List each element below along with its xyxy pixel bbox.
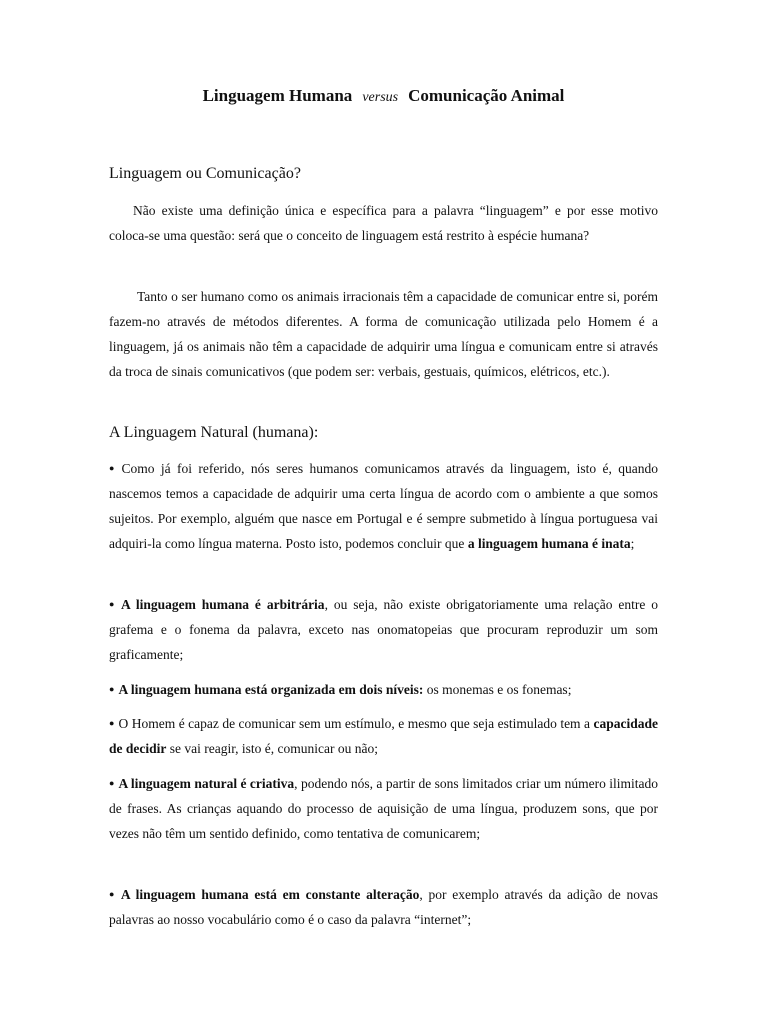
bullet-item [109, 882, 658, 932]
bullet-item [109, 592, 658, 667]
bullet-icon: ● [109, 778, 115, 788]
bullet-icon: ● [109, 463, 118, 473]
paragraph: Não existe uma definição única e específica para a palavra “linguagem” e por esse motivo coloca-se uma questão: será que o conceito de linguagem está restrito à espécie humana? [109, 203, 658, 243]
bullet-text: Como já foi referido, nós seres humanos comunicamos através da linguagem, isto é, quando nascemos temos a capacidade de adquirir uma certa língua de acordo com o ambiente a que somos sujeitos. Por exemplo, alguém que nasce em Portugal e é sempre submetido à língua portuguesa vai adquiri-la como língua materna. Posto isto, podemos concluir que [109, 461, 658, 551]
bullet-text: O Homem é capaz de comunicar sem um estímulo, e mesmo que seja estimulado tem a [118, 716, 594, 731]
section-heading-linguagem-ou-comunicacao: Linguagem ou Comunicação? [109, 165, 301, 182]
bullet-bold-text: A linguagem humana é arbitrária [120, 597, 325, 612]
bullet-bold-text: A linguagem humana está organizada em dois níveis: [118, 682, 424, 697]
bullet-bold-text: A linguagem humana está em constante alteração [120, 887, 420, 902]
title-left: Linguagem Humana [202, 86, 353, 105]
bullet-bold-text: A linguagem natural é criativa [118, 776, 295, 791]
bullet-item [109, 711, 658, 761]
bullet-text: os monemas e os fonemas; [423, 682, 572, 697]
bullet-text: , ou seja, não existe obrigatoriamente uma relação entre o grafema e o fonema da palavra, exceto nas onomatopeias que procuram reproduzir um som graficamente; [109, 597, 658, 662]
bullet-text: ; [630, 536, 635, 551]
title-right: Comunicação Animal [408, 86, 565, 105]
section-heading-linguagem-natural: A Linguagem Natural (humana): [109, 424, 319, 441]
bullet-icon: ● [109, 599, 117, 609]
bullet-bold-text: a linguagem humana é inata [467, 536, 631, 551]
paragraph: Tanto o ser humano como os animais irracionais têm a capacidade de comunicar entre si, porém fazem-no através de métodos diferentes. A forma de comunicação utilizada pelo Homem é a linguagem, já os animais não têm a capacidade de adquirir uma língua e comunicam entre si através da troca de sinais comunicativos (que podem ser: verbais, gestuais, químicos, elétricos, etc.). [109, 289, 658, 379]
bullet-bold-text: capacidade de decidir [109, 716, 658, 756]
bullet-text: se vai reagir, isto é, comunicar ou não; [166, 741, 379, 756]
bullet-item [109, 677, 658, 702]
title-versus: versus [362, 90, 399, 105]
bullet-icon: ● [109, 684, 115, 694]
document-title [109, 86, 658, 106]
bullet-item [109, 771, 658, 846]
bullet-text: , por exemplo através da adição de novas palavras ao nosso vocabulário como é o caso da palavra “internet”; [109, 887, 658, 927]
bullet-icon: ● [109, 889, 117, 899]
bullet-icon: ● [109, 718, 115, 728]
bullet-text: , podendo nós, a partir de sons limitados criar um número ilimitado de frases. As crianças aquando do processo de aquisição de uma língua, produzem sons, que por vezes não têm um sentido definido, como tentativa de comunicarem; [109, 776, 658, 841]
bullet-item [109, 456, 658, 556]
